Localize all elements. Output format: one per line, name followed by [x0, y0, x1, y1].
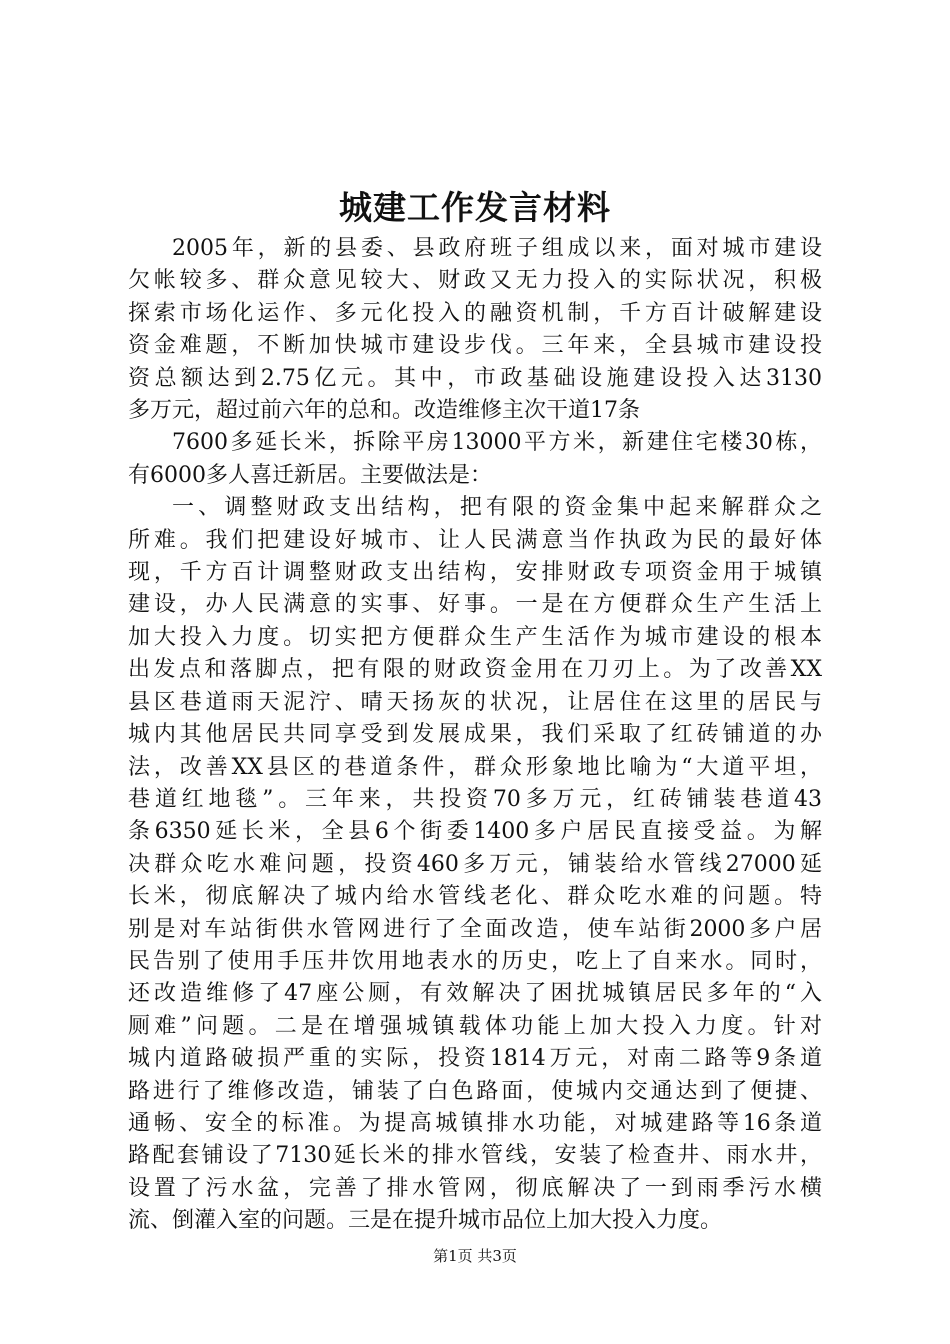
body-line: 城内道路破损严重的实际，投资1814万元，对南二路等9条道 — [128, 1046, 822, 1072]
body-line: 条6350延长米，全县6个街委1400多户居民直接受益。为解 — [128, 819, 822, 845]
body-line: 厕难”问题。二是在增强城镇载体功能上加大投入力度。针对 — [128, 1013, 822, 1039]
body-line: 还改造维修了47座公厕，有效解决了困扰城镇居民多年的“入 — [128, 981, 822, 1007]
body-line: 别是对车站街供水管网进行了全面改造，使车站街2000多户居 — [128, 916, 822, 942]
body-line: 欠帐较多、群众意见较大、财政又无力投入的实际状况，积极 — [128, 268, 822, 294]
body-line: 流、倒灌入室的问题。三是在提升城市品位上加大投入力度。 — [128, 1208, 723, 1234]
body-line: 城内其他居民共同享受到发展成果，我们采取了红砖铺道的办 — [128, 722, 822, 748]
body-line: 路进行了维修改造，铺装了白色路面，使城内交通达到了便捷、 — [128, 1078, 822, 1104]
body-line: 路配套铺设了7130延长米的排水管线，安装了检查井、雨水井， — [128, 1143, 822, 1169]
body-line: 长米，彻底解决了城内给水管线老化、群众吃水难的问题。特 — [128, 884, 822, 910]
body-line: 法，改善XX县区的巷道条件，群众形象地比喻为“大道平坦， — [128, 754, 822, 780]
body-line: 多万元，超过前六年的总和。改造维修主次干道17条 — [128, 398, 640, 424]
body-line: 县区巷道雨天泥泞、晴天扬灰的状况，让居住在这里的居民与 — [128, 689, 822, 715]
body-line: 一、调整财政支出结构，把有限的资金集中起来解群众之 — [172, 495, 822, 521]
body-line: 通畅、安全的标准。为提高城镇排水功能，对城建路等16条道 — [128, 1110, 822, 1136]
body-line: 2005年，新的县委、县政府班子组成以来，面对城市建设 — [172, 236, 822, 261]
body-line: 建设，办人民满意的实事、好事。一是在方便群众生产生活上 — [128, 592, 822, 618]
body-line: 民告别了使用手压井饮用地表水的历史，吃上了自来水。同时， — [128, 948, 822, 974]
body-line: 加大投入力度。切实把方便群众生产生活作为城市建设的根本 — [128, 624, 822, 650]
document-title: 城建工作发言材料 — [339, 188, 611, 227]
body-line: 有6000多人喜迁新居。主要做法是： — [128, 462, 492, 488]
body-line: 巷道红地毯”。三年来，共投资70多万元，红砖铺装巷道43 — [128, 786, 822, 812]
body-line: 7600多延长米，拆除平房13000平方米，新建住宅楼30栋， — [172, 430, 822, 456]
body-line: 资总额达到2.75亿元。其中，市政基础设施建设投入达3130 — [128, 365, 822, 391]
body-line: 决群众吃水难问题，投资460多万元，铺装给水管线27000延 — [128, 851, 822, 877]
body-line: 现，千方百计调整财政支出结构，安排财政专项资金用于城镇 — [128, 560, 822, 586]
body-line: 所难。我们把建设好城市、让人民满意当作执政为民的最好体 — [128, 527, 822, 553]
body-line: 设置了污水盆，完善了排水管网，彻底解决了一到雨季污水横 — [128, 1175, 822, 1201]
document-body — [128, 233, 822, 1238]
page-footer: 第1页 共3页 — [433, 1247, 517, 1265]
body-line: 探索市场化运作、多元化投入的融资机制，千方百计破解建设 — [128, 300, 822, 326]
body-line: 资金难题，不断加快城市建设步伐。三年来，全县城市建设投 — [128, 333, 822, 359]
body-line: 出发点和落脚点，把有限的财政资金用在刀刃上。为了改善XX — [128, 657, 822, 683]
